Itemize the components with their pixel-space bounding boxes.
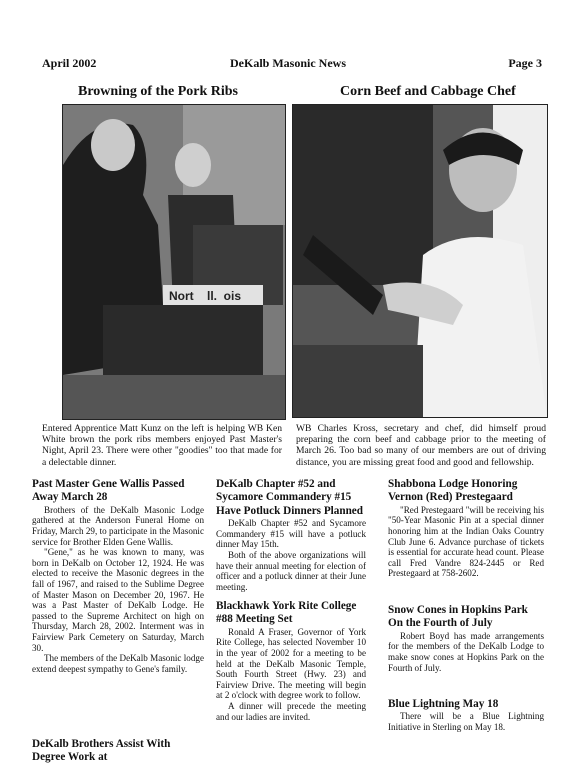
grill-sign: Nort ll. ois xyxy=(169,289,242,303)
page-number: Page 3 xyxy=(508,56,542,70)
article-title: DeKalb Chapter #52 and Sycamore Commandery #15 Have Potluck Dinners Planned xyxy=(216,478,363,517)
article-body xyxy=(388,631,544,673)
left-photo-title: Browning of the Pork Ribs xyxy=(78,84,238,99)
article-paragraph: "Red Prestegaard "will be receiving his "50-Year Masonic Pin at a special dinner honoring him at the Indian Oaks Country Club June 6. Advance purchase of tickets is essential for accurate head count. Please call Fred Vandre 824-2445 or Red Prestegaard at 758-2602. xyxy=(388,504,544,579)
article-wallis xyxy=(32,478,204,674)
article-shabbona xyxy=(388,478,544,579)
article-title: Shabbona Lodge Honoring Vernon (Red) Prestegaard xyxy=(388,478,518,504)
article-title: Snow Cones in Hopkins Park On the Fourth of July xyxy=(388,604,528,630)
corn-beef-chef-photo xyxy=(292,104,548,418)
article-paragraph: DeKalb Chapter #52 and Sycamore Commandery #15 will have a potluck dinner May 15th. xyxy=(216,518,366,550)
article-body xyxy=(216,518,366,592)
article-body xyxy=(32,505,204,675)
article-title: Past Master Gene Wallis Passed Away March 28 xyxy=(32,478,185,504)
article-title: Blue Lightning May 18 xyxy=(388,698,499,710)
article-brothers xyxy=(32,738,204,764)
article-body xyxy=(388,711,544,732)
publication-name: DeKalb Masonic News xyxy=(230,56,346,70)
right-photo-title: Corn Beef and Cabbage Chef xyxy=(340,84,516,99)
article-title: DeKalb Brothers Assist With Degree Work at xyxy=(32,738,171,764)
article-body xyxy=(216,627,366,722)
article-paragraph: "Gene," as he was known to many, was born in DeKalb on October 12, 1924. He was elected to receive the Masonic degrees in the fall of 1967, and raised to the Sublime Degree of Master Mason on December 20, 1967. He was a Past Master of DeKalb Lodge. He passed to the Supreme Architect on high on Thursday, March 28, 2002. Interment was in Fairview Park Cemetery on Saturday, March 30. xyxy=(32,547,204,653)
article-paragraph: A dinner will precede the meeting and our ladies are invited. xyxy=(216,700,366,722)
article-paragraph: Ronald A Fraser, Governor of York Rite College, has selected November 10 in the year of 2002 for a meeting to be held at the DeKalb Masonic Temple, South Fourth Street (Hwy. 23) and Fairview Drive. The meeting will begin at 2 o'clock with degree work to follow. xyxy=(216,626,366,701)
article-paragraph: Both of the above organizations will have their annual meeting for election of officer and a potluck dinner at their June meeting. xyxy=(216,550,366,592)
left-photo-caption: Entered Apprentice Matt Kunz on the left is helping WB Ken White brown the pork ribs members enjoyed Past Master's Night, April 23. There were other "goodies" too that made for a delectable dinner. xyxy=(42,423,282,468)
article-paragraph: Robert Boyd has made arrangements for the members of the DeKalb Lodge to make snow cones at Hopkins Park on the Fourth of July. xyxy=(388,630,544,673)
article-chapter xyxy=(216,478,366,592)
article-paragraph: The members of the DeKalb Masonic lodge extend deepest sympathy to Gene's family. xyxy=(32,653,204,674)
article-snowcones xyxy=(388,604,544,673)
article-title: Blackhawk York Rite College #88 Meeting Set xyxy=(216,600,357,626)
article-paragraph: Brothers of the DeKalb Masonic Lodge gathered at the Anderson Funeral Home on Friday, March 29, to participate in the Masonic service for Brother Elden Gene Wallis. xyxy=(32,504,204,547)
article-blackhawk xyxy=(216,600,366,722)
article-lightning xyxy=(388,698,544,733)
right-photo-caption: WB Charles Kross, secretary and chef, did himself proud preparing the corn beef and cabbage prior to the meeting of March 26. Too bad so many of our members are out of driving distance, you are missing great food and good and fellowship. xyxy=(296,423,546,468)
article-paragraph: There will be a Blue Lightning Initiative in Sterling on May 18. xyxy=(388,711,544,732)
issue-date: April 2002 xyxy=(42,56,97,70)
article-body xyxy=(388,505,544,579)
pork-ribs-photo xyxy=(62,104,286,420)
